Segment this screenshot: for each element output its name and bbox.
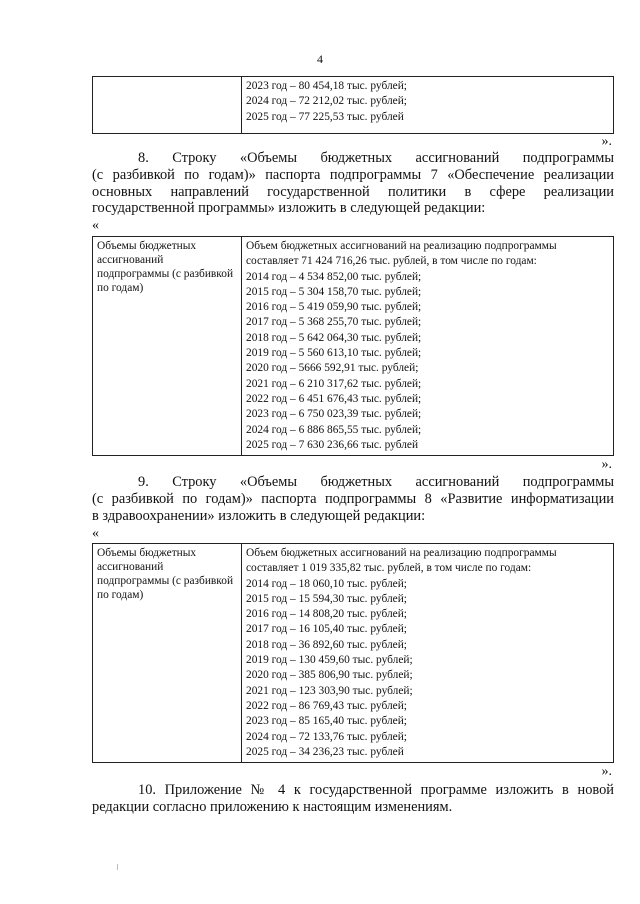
paragraph-line: 8. Строку «Объемы бюджетных ассигнований подпрограммы xyxy=(138,150,614,166)
table-line: 2023 год – 80 454,18 тыс. рублей; xyxy=(246,80,407,92)
table-line: 2024 год – 6 886 865,55 тыс. рублей; xyxy=(246,423,422,436)
paragraph-line: в здравоохранении» изложить в следующей редакции: xyxy=(92,507,426,524)
paragraph-9 xyxy=(92,474,614,524)
table-line: 2025 год – 77 225,53 тыс. рублей xyxy=(246,110,404,123)
table-line: составляет 1 019 335,82 тыс. рублей, в том числе по годам: xyxy=(246,562,532,575)
table-line: 2014 год – 18 060,10 тыс. рублей; xyxy=(246,577,407,590)
table-line: 2017 год – 16 105,40 тыс. рублей; xyxy=(246,623,407,636)
page-number: 4 xyxy=(317,52,323,66)
paragraph-10 xyxy=(92,782,614,816)
table-label-cell: Объемы бюджетных ассигнований подпрограммы (с разбивкой по годам) xyxy=(93,544,242,763)
table-line: 2021 год – 6 210 317,62 тыс. рублей; xyxy=(246,377,422,390)
table-line: 2021 год – 123 303,90 тыс. рублей; xyxy=(246,684,413,697)
table-line: 2016 год – 14 808,20 тыс. рублей; xyxy=(246,608,407,621)
paragraph-line: редакции согласно приложению к настоящим изменениям. xyxy=(92,798,453,815)
paragraph-line: (с разбивкой по годам)» паспорта подпрограммы 8 «Развитие информатизации xyxy=(92,490,614,507)
table-subprogram-8 xyxy=(92,543,614,763)
table-values-cell xyxy=(242,544,614,763)
table-line: 2024 год – 72 133,76 тыс. рублей; xyxy=(246,730,407,743)
paragraph-line: 9. Строку «Объемы бюджетных ассигнований подпрограммы xyxy=(138,474,614,490)
top-table-label-cell xyxy=(93,77,242,134)
top-table xyxy=(92,76,614,134)
table-line: 2018 год – 5 642 064,30 тыс. рублей; xyxy=(246,331,422,344)
table-line: 2016 год – 5 419 059,90 тыс. рублей; xyxy=(246,301,422,314)
table-subprogram-7 xyxy=(92,236,614,456)
table-line: Объем бюджетных ассигнований на реализацию подпрограммы xyxy=(246,547,557,559)
table-line: 2015 год – 5 304 158,70 тыс. рублей; xyxy=(246,285,422,298)
table-line: 2022 год – 86 769,43 тыс. рублей; xyxy=(246,699,407,712)
table-line: 2020 год – 5666 592,91 тыс. рублей; xyxy=(246,362,419,375)
table-line: 2024 год – 72 212,02 тыс. рублей; xyxy=(246,95,407,108)
table-line: 2017 год – 5 368 255,70 тыс. рублей; xyxy=(246,316,422,329)
table-line: 2020 год – 385 806,90 тыс. рублей; xyxy=(246,669,413,682)
open-quote: « xyxy=(92,526,99,541)
close-quote: ». xyxy=(601,764,612,779)
table-line: Объем бюджетных ассигнований на реализацию подпрограммы xyxy=(246,240,557,252)
table-line: 2023 год – 6 750 023,39 тыс. рублей; xyxy=(246,408,422,421)
table-line: 2014 год – 4 534 852,00 тыс. рублей; xyxy=(246,270,422,283)
paragraph-line: 10. Приложение № 4 к государственной программе изложить в новой xyxy=(138,782,614,798)
paragraph-line: государственной программы» изложить в следующей редакции: xyxy=(92,200,486,217)
table-values-cell xyxy=(242,237,614,456)
table-line: 2023 год – 85 165,40 тыс. рублей; xyxy=(246,715,407,728)
paragraph-line: (с разбивкой по годам)» паспорта подпрограммы 7 «Обеспечение реализации xyxy=(92,166,614,183)
table-line: 2018 год – 36 892,60 тыс. рублей; xyxy=(246,638,407,651)
margin-mark xyxy=(117,864,118,870)
table-line: 2022 год – 6 451 676,43 тыс. рублей; xyxy=(246,392,422,405)
top-table-values-cell xyxy=(242,77,614,134)
table-label-cell: Объемы бюджетных ассигнований подпрограммы (с разбивкой по годам) xyxy=(93,237,242,456)
table-line: 2019 год – 5 560 613,10 тыс. рублей; xyxy=(246,347,422,360)
table-line: 2025 год – 7 630 236,66 тыс. рублей xyxy=(246,438,419,451)
table-line: составляет 71 424 716,26 тыс. рублей, в том числе по годам: xyxy=(246,255,537,268)
close-quote: ». xyxy=(601,457,612,472)
paragraph-8 xyxy=(92,150,614,217)
table-line: 2019 год – 130 459,60 тыс. рублей; xyxy=(246,654,413,667)
table-line: 2025 год – 34 236,23 тыс. рублей xyxy=(246,745,404,758)
paragraph-line: основных направлений государственной политики в сфере реализации xyxy=(92,183,614,200)
close-quote: ». xyxy=(601,134,612,149)
open-quote: « xyxy=(92,218,99,233)
table-line: 2015 год – 15 594,30 тыс. рублей; xyxy=(246,592,407,605)
